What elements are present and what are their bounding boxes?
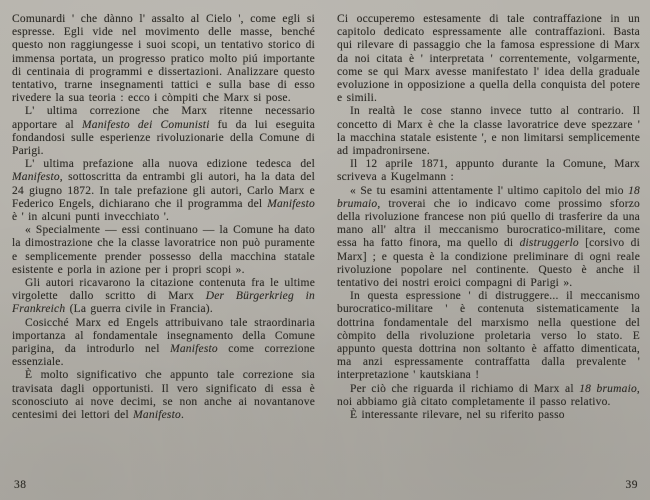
- paragraph: [337, 13, 640, 105]
- italic-text-segment: Manifesto: [267, 197, 315, 210]
- text-segment: « Specialmente — essi continuano — la Comune ha dato la dimostrazione che la classe lavoratrice non può puramente e semplicemente prender possesso della macchina statale esistente e porla in azione per i propri scopi ».: [12, 224, 315, 276]
- text-segment: (La guerra civile in Francia).: [65, 303, 213, 316]
- page-text-left: [12, 13, 315, 422]
- text-segment: Cosicché Marx ed Engels attribuivano tale straordinaria importanza al fondamentale insegnamento della Comune parigina, da introdurlo nel: [12, 316, 315, 356]
- text-segment: È interessante rilevare, nel su riferito passo: [350, 409, 565, 422]
- text-segment: .: [180, 409, 185, 422]
- paragraph: [12, 13, 315, 105]
- paragraph: [337, 383, 640, 409]
- book-page-right: [337, 13, 640, 500]
- paragraph: [12, 224, 315, 277]
- text-segment: Gli autori ricavarono la citazione contenuta fra le ultime virgolette dallo scritto di Marx: [12, 277, 315, 303]
- text-segment: Ci occuperemo estesamente di tale contraffazione in un capitolo dedicato espressamente alle contraffazioni. Basta qui rilevare di passaggio che la famosa espressione di Marx da noi citata è ' interpretata ' correntemente, volgarmente, come se qui Marx avesse manifestato l' idea della graduale evoluzione in opposizione a quella della conquista del potere e simili.: [337, 13, 640, 105]
- paragraph: [337, 158, 640, 184]
- italic-text-segment: 18 brumaio: [337, 184, 640, 210]
- page-number-right: 39: [625, 479, 638, 491]
- text-segment: Il 12 aprile 1871, appunto durante la Comune, Marx scriveva a Kugelmann :: [337, 158, 640, 184]
- book-page-left: [12, 13, 315, 500]
- italic-text-segment: Manifesto: [133, 409, 181, 422]
- text-segment: , sottoscritta da entrambi gli autori, ha la data del 24 giugno 1872. In tale prefazione gli autori, Carlo Marx e Federico Engels, dichiarano che il programma del: [12, 171, 315, 210]
- paragraph: [12, 317, 315, 370]
- text-segment: « Se tu esamini attentamente l' ultimo capitolo del mio: [350, 184, 629, 197]
- text-segment: Per ciò che riguarda il richiamo di Marx al: [350, 382, 580, 395]
- text-segment: , troverai che io indicavo come prossimo sforzo della rivoluzione francese non piú quello di trasferire da una mano all' altra il meccanismo burocratico-militare, come essa ha fatto finora, ma quello di: [337, 197, 640, 250]
- text-segment: [corsivo di Marx] ; e questa è la condizione preliminare di ogni reale rivoluzione popolare nel continente. Questo è anche il tentativo dei nostri eroici compagni di Parigi ».: [337, 237, 640, 290]
- paragraph: [12, 105, 315, 158]
- italic-text-segment: distruggerlo: [519, 237, 579, 250]
- italic-text-segment: Manifesto: [170, 343, 218, 356]
- italic-text-segment: 18 brumaio: [579, 382, 637, 395]
- text-segment: In questa espressione ' di distruggere... il meccanismo burocratico-militare ' è contenuta sistematicamente la dottrina fondamentale del marxismo nella questione del còmpito della rivoluzione proletaria verso lo stato. E appunto questa dottrina non soltanto è affatto dimenticata, ma anzi espressamente contraffatta dalla prevalente ' interpretazione ' kautskiana !: [337, 290, 640, 382]
- text-segment: L' ultima correzione che Marx ritenne necessario apportare al: [12, 105, 315, 131]
- paragraph: [337, 290, 640, 382]
- paragraph: [337, 185, 640, 291]
- page-text-right: [337, 13, 640, 422]
- paragraph: [12, 158, 315, 224]
- text-segment: fu da lui eseguita fondandosi sulle esperienze rivoluzionarie della Comune di Parigi.: [12, 118, 315, 158]
- paragraph: [12, 277, 315, 317]
- paragraph: [337, 409, 640, 422]
- text-segment: In realtà le cose stanno invece tutto al contrario. Il concetto di Marx è che la classe lavoratrice deve spezzare ' la macchina statale esistente ', e non limitarsi semplicemente ad impadronirsene.: [337, 105, 640, 158]
- italic-text-segment: Manifesto: [12, 171, 60, 184]
- text-segment: , noi abbiamo già citato completamente il passo relativo.: [337, 382, 640, 408]
- italic-text-segment: Der Bürgerkrieg in Frankreich: [12, 290, 315, 316]
- text-segment: L' ultima prefazione alla nuova edizione tedesca del: [25, 158, 315, 171]
- text-segment: Comunardi ' che dànno l' assalto al Cielo ', come egli si espresse. Egli vide nel movimento delle masse, benché questo non raggiungesse i suoi scopi, un tentativo storico di immensa portata, un progresso pratico molto piú importante di centinaia di programmi e dissertazioni. Analizzare questo tentativo, trarne insegnamenti tattici e sulla base di esso rivedere la sua teoria : ecco i còmpiti che Marx si pose.: [12, 13, 315, 105]
- text-segment: come correzione essenziale.: [12, 343, 315, 369]
- paragraph: [12, 369, 315, 422]
- text-segment: È molto significativo che appunto tale correzione sia travisata dagli opportunisti. Il vero significato di essa è sconosciuto ai nove decimi, se non anche ai novantanove centesimi dei lettori del: [12, 369, 315, 422]
- italic-text-segment: Manifesto dei Comunisti: [82, 118, 210, 131]
- paragraph: [337, 105, 640, 158]
- page-number-left: 38: [14, 479, 27, 491]
- text-segment: è ' in alcuni punti invecchiato '.: [12, 211, 170, 224]
